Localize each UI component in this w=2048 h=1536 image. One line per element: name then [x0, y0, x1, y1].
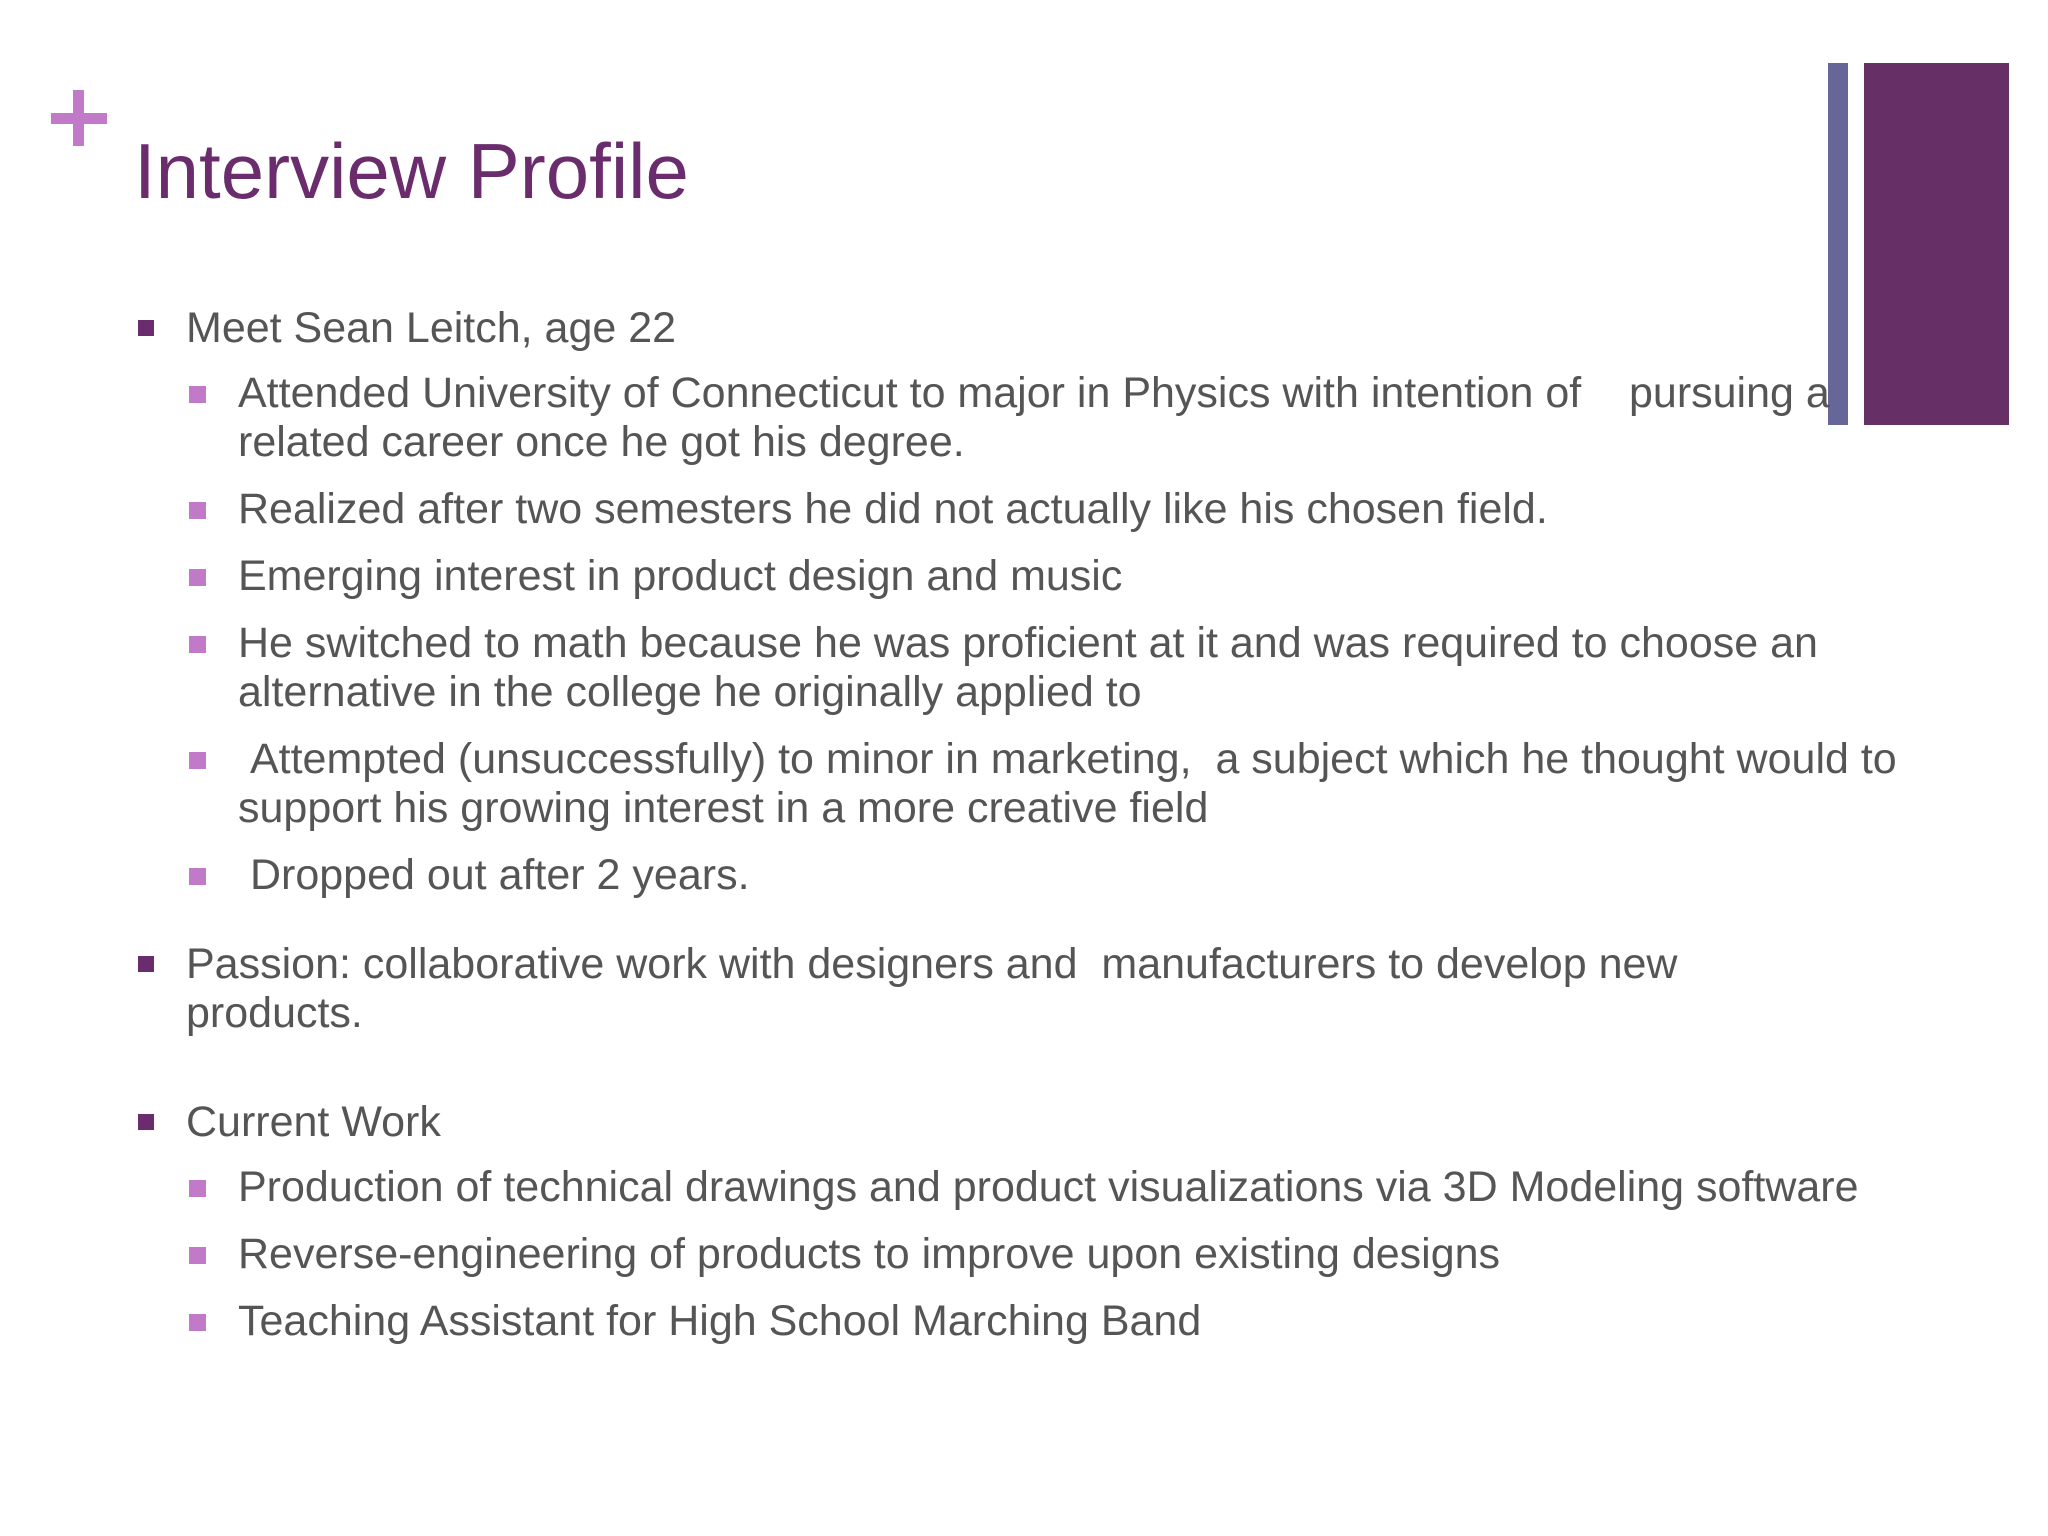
sub-bullet-text: Teaching Assistant for High School Marching Band — [238, 1297, 1202, 1345]
bullet-list — [134, 300, 1934, 1364]
sub-bullet-text: Dropped out after 2 years. — [238, 851, 750, 899]
square-bullet-icon — [189, 636, 206, 653]
sub-bullet-item — [186, 485, 1934, 534]
sub-bullet-list — [186, 369, 1934, 900]
square-bullet-icon — [189, 386, 206, 403]
sub-bullet-text: Reverse-engineering of products to improve upon existing designs — [238, 1230, 1501, 1278]
plus-icon — [51, 90, 107, 146]
square-bullet-icon — [189, 1247, 206, 1264]
square-bullet-icon — [189, 502, 206, 519]
bullet-item-meet-sean — [134, 300, 1934, 900]
sub-bullet-item — [186, 851, 1934, 900]
sub-bullet-item — [186, 1230, 1934, 1279]
sub-bullet-item — [186, 735, 1934, 833]
bullet-text: Passion: collaborative work with designers and manufacturers to develop new products. — [186, 940, 1690, 1037]
sub-bullet-text: Realized after two semesters he did not actually like his chosen field. — [238, 485, 1548, 533]
square-bullet-icon — [189, 868, 206, 885]
sub-bullet-item — [186, 1163, 1888, 1212]
square-bullet-icon — [138, 320, 154, 336]
sub-bullet-text: Attended University of Connecticut to major in Physics with intention of pursuing a related career once he got his degree. — [238, 369, 1842, 466]
sub-bullet-text: Attempted (unsuccessfully) to minor in marketing, a subject which he thought would to support his growing interest in a more creative field — [238, 735, 1909, 832]
plus-icon-vertical — [73, 90, 84, 146]
sub-bullet-item — [186, 619, 1934, 717]
bullet-text: Meet Sean Leitch, age 22 — [186, 304, 677, 352]
bullet-item-current-work — [134, 1094, 1934, 1346]
slide-title: Interview Profile — [134, 127, 689, 215]
square-bullet-icon — [189, 569, 206, 586]
square-bullet-icon — [189, 752, 206, 769]
square-bullet-icon — [138, 1114, 154, 1130]
sub-bullet-item — [186, 369, 1934, 467]
sub-bullet-item — [186, 552, 1934, 601]
square-bullet-icon — [189, 1314, 206, 1331]
sub-bullet-list — [186, 1163, 1934, 1346]
square-bullet-icon — [189, 1180, 206, 1197]
bullet-text: Current Work — [186, 1098, 441, 1146]
sub-bullet-text: Production of technical drawings and product visualizations via 3D Modeling software — [238, 1163, 1859, 1211]
sub-bullet-text: Emerging interest in product design and music — [238, 552, 1123, 600]
sub-bullet-text: He switched to math because he was proficient at it and was required to choose an alternative in the college he originally applied to — [238, 619, 1818, 716]
sub-bullet-item — [186, 1297, 1934, 1346]
bullet-item-passion — [134, 936, 1934, 1054]
square-bullet-icon — [138, 956, 154, 972]
